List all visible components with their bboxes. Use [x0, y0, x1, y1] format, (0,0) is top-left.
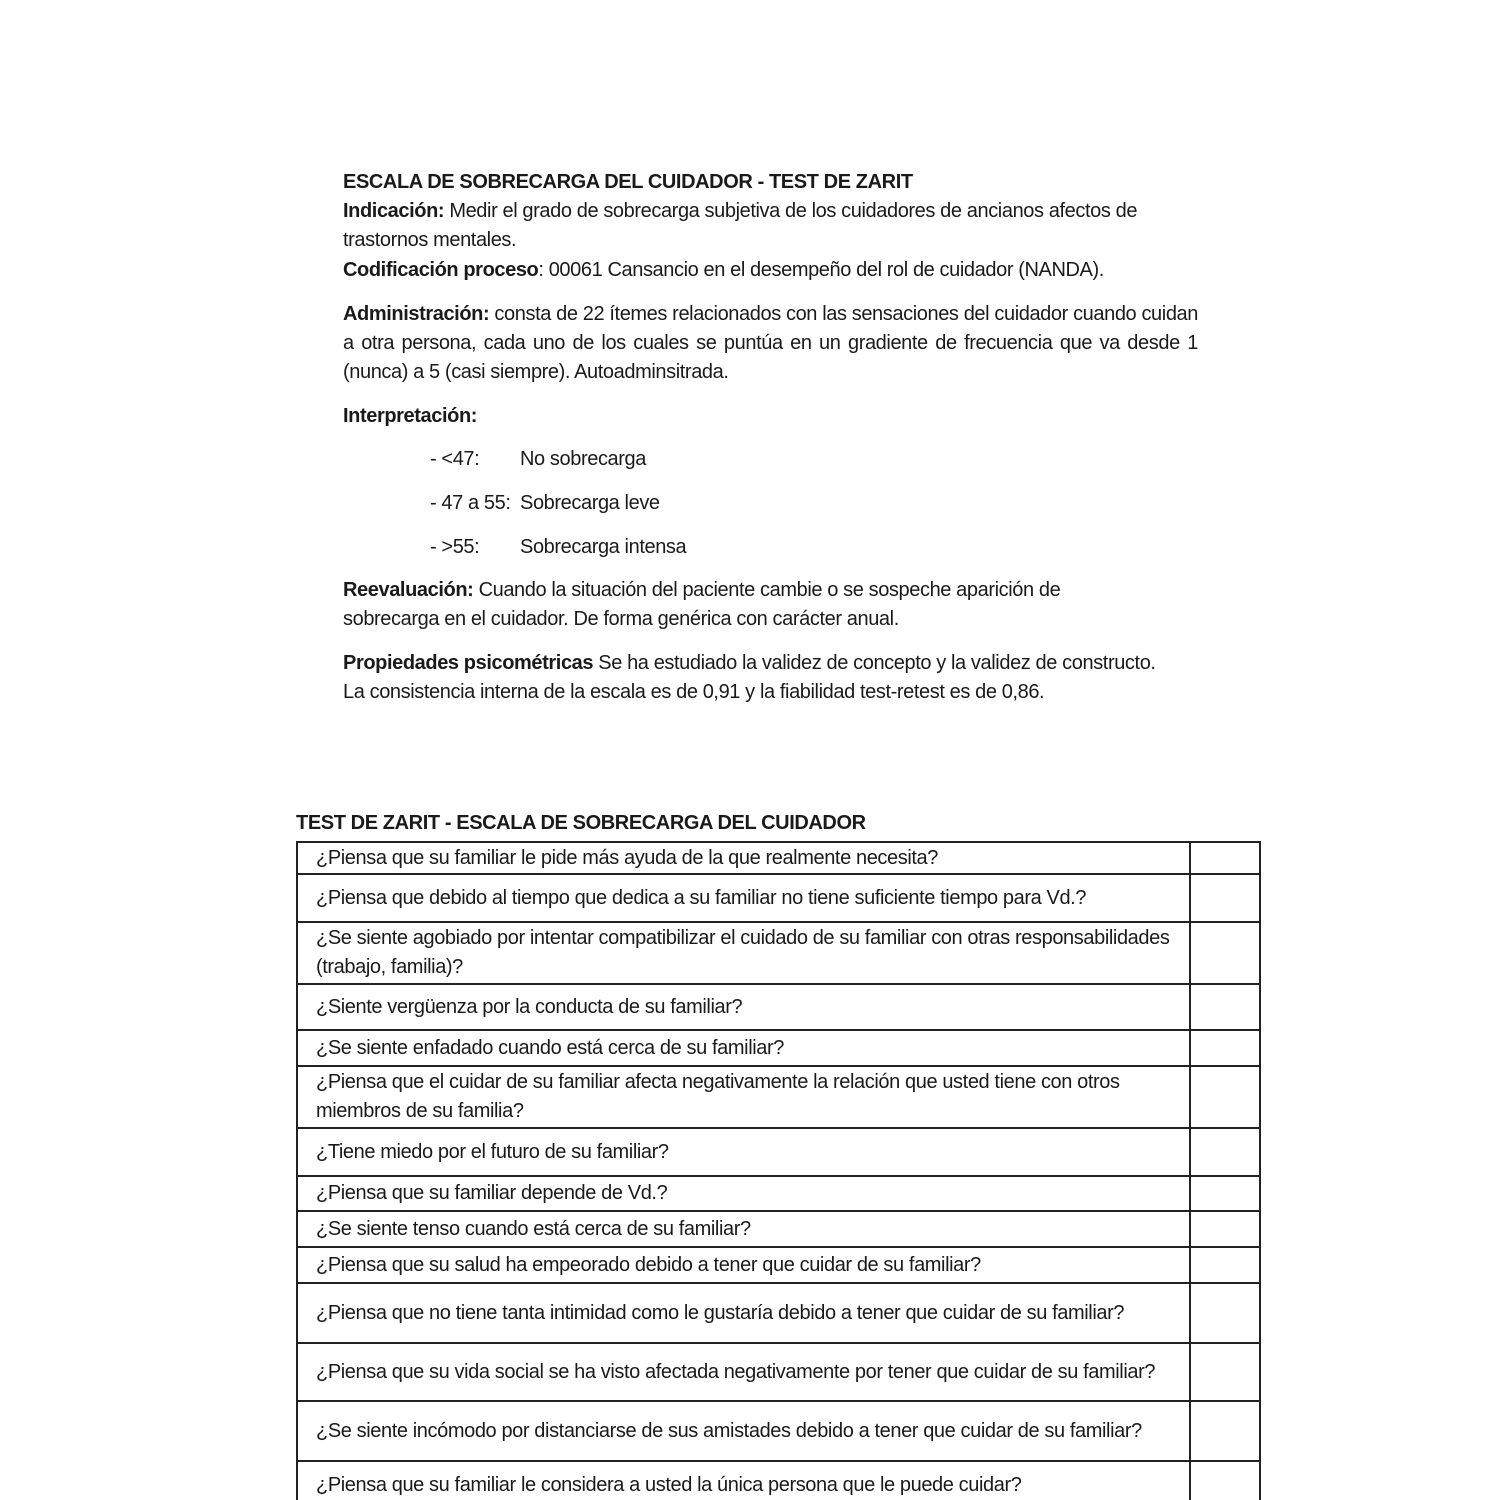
- administracion: [343, 300, 1198, 387]
- range-label: No sobrecarga: [520, 448, 646, 470]
- answer-cell[interactable]: [1190, 922, 1260, 984]
- interpretacion-item: [430, 489, 660, 518]
- answer-cell[interactable]: [1190, 1247, 1260, 1283]
- table-row: [297, 984, 1260, 1030]
- propiedades-text: Se ha estudiado la validez de concepto y la validez de constructo. La consistencia interna de la escala es de 0,91 y la fiabilidad test-retest es de 0,86.: [343, 652, 1156, 703]
- table-row: [297, 1247, 1260, 1283]
- question-text: ¿Piensa que su familiar le pide más ayuda de la que realmente necesita?: [297, 842, 1190, 874]
- question-text: ¿Piensa que su salud ha empeorado debido a tener que cuidar de su familiar?: [297, 1247, 1190, 1283]
- codificacion-text: : 00061 Cansancio en el desempeño del rol de cuidador (NANDA).: [538, 259, 1104, 281]
- range-label: Sobrecarga intensa: [520, 536, 687, 558]
- table-row: [297, 1128, 1260, 1176]
- indicacion: [343, 197, 1178, 255]
- answer-cell[interactable]: [1190, 1176, 1260, 1211]
- propiedades-label: Propiedades psicométricas: [343, 652, 594, 674]
- question-text: ¿Piensa que su familiar le considera a usted la única persona que le puede cuidar?: [297, 1461, 1190, 1500]
- propiedades: [343, 649, 1173, 707]
- table-row: [297, 922, 1260, 984]
- answer-cell[interactable]: [1190, 1066, 1260, 1128]
- table-row: [297, 1461, 1260, 1500]
- answer-cell[interactable]: [1190, 1461, 1260, 1500]
- interpretacion-item: [430, 533, 686, 562]
- table-row: [297, 1030, 1260, 1066]
- question-text: ¿Siente vergüenza por la conducta de su familiar?: [297, 984, 1190, 1030]
- answer-cell[interactable]: [1190, 1343, 1260, 1401]
- question-text: ¿Se siente incómodo por distanciarse de sus amistades debido a tener que cuidar de su familiar?: [297, 1401, 1190, 1461]
- question-text: ¿Piensa que debido al tiempo que dedica a su familiar no tiene suficiente tiempo para Vd.?: [297, 874, 1190, 922]
- test-title: TEST DE ZARIT - ESCALA DE SOBRECARGA DEL CUIDADOR: [296, 812, 866, 834]
- table-row: [297, 1343, 1260, 1401]
- zarit-table: [296, 841, 1261, 1500]
- administracion-text: consta de 22 ítemes relacionados con las sensaciones del cuidador cuando cuidan a otra persona, cada uno de los cuales se puntúa en un gradiente de frecuencia que va desde 1 (nunca) a 5 (casi siempre). Autoadminsitrada.: [343, 303, 1198, 383]
- interpretacion-label: Interpretación:: [343, 405, 478, 427]
- question-text: ¿Piensa que no tiene tanta intimidad como le gustaría debido a tener que cuidar de su familiar?: [297, 1283, 1190, 1343]
- table-row: [297, 1283, 1260, 1343]
- table-row: [297, 1066, 1260, 1128]
- question-text: ¿Piensa que el cuidar de su familiar afecta negativamente la relación que usted tiene con otros miembros de su familia?: [297, 1066, 1190, 1128]
- answer-cell[interactable]: [1190, 1211, 1260, 1247]
- reevaluacion-text: Cuando la situación del paciente cambie o se sospeche aparición de sobrecarga en el cuidador. De forma genérica con carácter anual.: [343, 579, 1061, 630]
- question-text: ¿Se siente agobiado por intentar compatibilizar el cuidado de su familiar con otras responsabilidades (trabajo, familia)?: [297, 922, 1190, 984]
- table-row: [297, 1176, 1260, 1211]
- answer-cell[interactable]: [1190, 874, 1260, 922]
- codificacion: [343, 256, 1198, 285]
- range: - <47:: [430, 448, 480, 470]
- table-row: [297, 1401, 1260, 1461]
- reevaluacion-label: Reevaluación:: [343, 579, 474, 601]
- table-row: [297, 874, 1260, 922]
- interpretacion-item: [430, 445, 646, 474]
- administracion-label: Administración:: [343, 303, 490, 325]
- answer-cell[interactable]: [1190, 984, 1260, 1030]
- reevaluacion: [343, 576, 1143, 634]
- range-label: Sobrecarga leve: [520, 492, 660, 514]
- codificacion-label: Codificación proceso: [343, 259, 539, 281]
- answer-cell[interactable]: [1190, 1128, 1260, 1176]
- question-text: ¿Tiene miedo por el futuro de su familiar?: [297, 1128, 1190, 1176]
- answer-cell[interactable]: [1190, 1030, 1260, 1066]
- question-text: ¿Piensa que su vida social se ha visto afectada negativamente por tener que cuidar de su familiar?: [297, 1343, 1190, 1401]
- table-row: [297, 842, 1260, 874]
- question-text: ¿Piensa que su familiar depende de Vd.?: [297, 1176, 1190, 1211]
- answer-cell[interactable]: [1190, 842, 1260, 874]
- doc-title: ESCALA DE SOBRECARGA DEL CUIDADOR - TEST DE ZARIT: [343, 171, 913, 193]
- question-text: ¿Se siente tenso cuando está cerca de su familiar?: [297, 1211, 1190, 1247]
- table-row: [297, 1211, 1260, 1247]
- answer-cell[interactable]: [1190, 1401, 1260, 1461]
- indicacion-text: Medir el grado de sobrecarga subjetiva de los cuidadores de ancianos afectos de trastornos mentales.: [343, 200, 1138, 251]
- answer-cell[interactable]: [1190, 1283, 1260, 1343]
- question-text: ¿Se siente enfadado cuando está cerca de su familiar?: [297, 1030, 1190, 1066]
- indicacion-label: Indicación:: [343, 200, 445, 222]
- range: - 47 a 55:: [430, 492, 511, 514]
- range: - >55:: [430, 536, 480, 558]
